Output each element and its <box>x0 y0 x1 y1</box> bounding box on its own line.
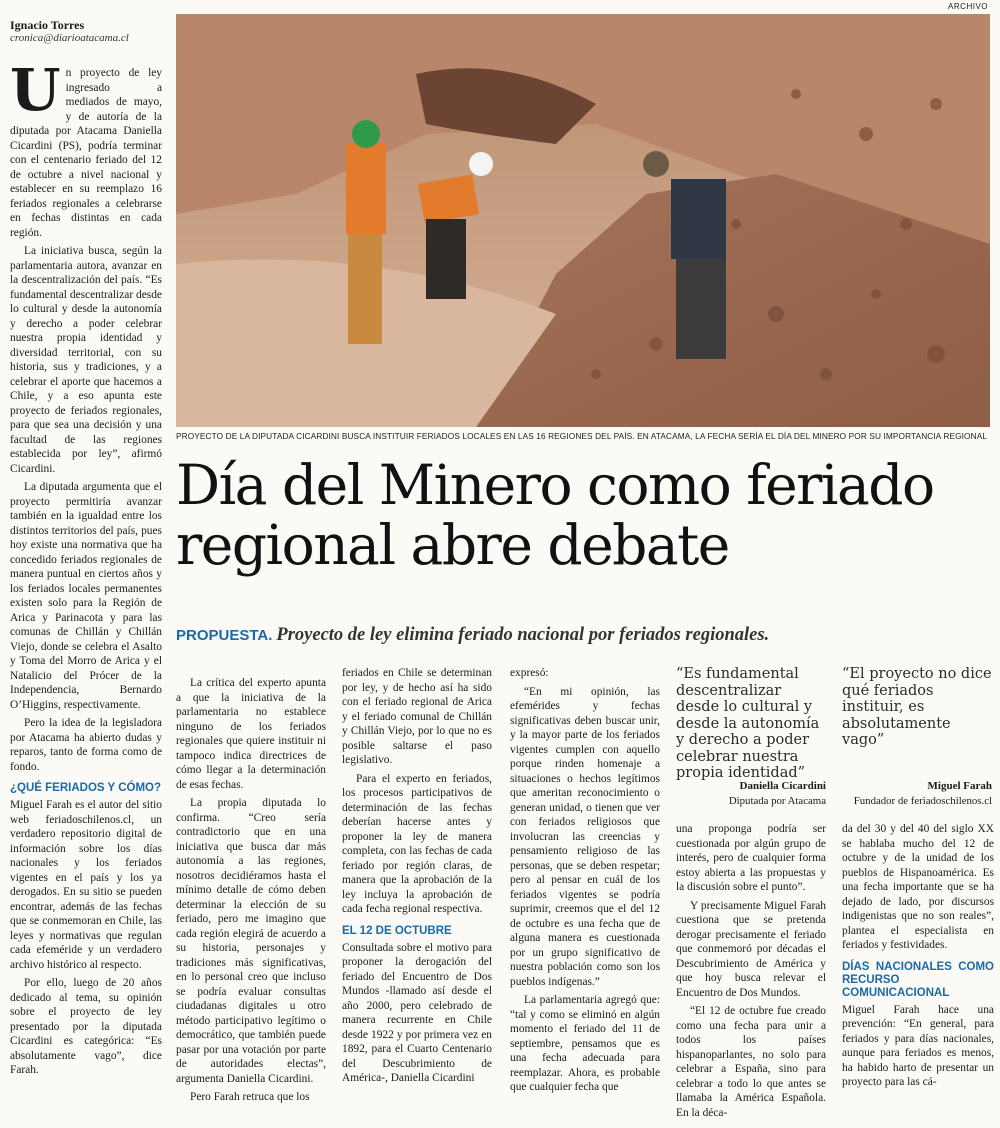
paragraph: “En mi opinión, las efemérides y fechas significativas deben buscar unir, y la mayor parte de los feriados vigentes cumplen con aquello porque rinden homenaje a situaciones o hechos legítimos que ameritan reconocimiento o generan unidad, o tienen que ver con feriados religiosos que involucran las creencias y pensamiento religioso de las personas, que se deben respetar; pero al pensar en cuál de los feriados vigentes se podría suprimir, creemos que el del 12 de octubre es una fecha que de alguna manera es cuestionada por un grupo significativo de nuestra población como son los pueblos indígenas.” <box>510 685 660 988</box>
paragraph: La crítica del experto apunta a que la iniciativa de la parlamentaria no establece ninguno de los feriados regionales que quiere instituir ni tampoco indica directrices de cómo llegar a la determinación de esas fechas. <box>176 677 326 791</box>
article-column-5 <box>676 822 826 1124</box>
byline-email[interactable]: cronica@diarioatacama.cl <box>10 32 129 44</box>
pull-quote-role: Diputada por Atacama <box>728 795 826 807</box>
paragraph: Para el experto en feriados, los procesos participativos de determinación de las fechas deberían hacerse antes y proponer la ley de manera completa, con las fechas de cada feriado por región claras, de manera que la aprobación de la ley incluya la aprobación de cada fecha regional respectiva. <box>342 772 492 915</box>
drop-cap: U <box>10 56 61 124</box>
photo-credit: ARCHIVO <box>948 2 988 11</box>
paragraph: Consultada sobre el motivo para proponer la derogación del feriado del Encuentro de Dos Mundos -llamado así desde el año 2000, pero celebrado de manera recurrente en Chile desde 1922 y por primera vez en 1892, para el Cuarto Centenario del Descubrimiento de América-, Daniella Cicardini <box>342 941 492 1084</box>
deck <box>176 625 996 646</box>
paragraph: Miguel Farah hace una prevención: “En general, para feriados y para días nacionales, aunque para feriados es menos, ha habido harto de presentar un proyecto para las cá- <box>842 1003 994 1088</box>
headline: Día del Minero como feriado regional abre debate <box>176 453 934 577</box>
paragraph: Miguel Farah es el autor del sitio web feriadoschilenos.cl, un verdadero repositorio digital de información sobre los días nacionales y los feriados vigentes en el país y los ya derogados. En su sitio se pueden encontrar, además de las fechas que se conmemoran en Chile, las leyes y normativas que regulan cada efeméride y un verdadero archivo histórico al respecto. <box>10 799 162 971</box>
paragraph: Y precisamente Miguel Farah cuestiona que se pretenda derogar precisamente el feriado que conmemoró por décadas el Descubrimiento de América y que hoy busca relevar el Encuentro de Dos Mundos. <box>676 899 826 999</box>
deck-text: Proyecto de ley elimina feriado nacional por feriados regionales. <box>276 625 770 645</box>
pull-quote-name: Miguel Farah <box>927 780 992 792</box>
paragraph: Por ello, luego de 20 años dedicado al tema, su opinión sobre el proyecto de ley presentado por la diputada Cicardini es categórica: “Es absolutamente vago”, dice Farah. <box>10 977 162 1076</box>
pull-quote-name: Daniella Cicardini <box>739 780 826 792</box>
paragraph: “El 12 de octubre fue creado como una fecha para unir a todos los países hispanoparlantes, no solo para celebrar a España, sino para celebrar a todo lo que antes se llamaba la América Española. En la déca- <box>676 1005 826 1119</box>
article-column-3 <box>342 666 492 1090</box>
paragraph: Pero Farah retruca que los <box>190 1091 310 1103</box>
pull-quote-cicardini: “Es fundamental descentralizar desde lo cultural y desde la autonomía y derecho a poder celebrar nuestra propia identidad” <box>676 666 820 781</box>
paragraph: da del 30 y del 40 del siglo XX se hablaba mucho del 12 de octubre y de la unidad de los pueblos de Hispanoamérica. Es una fecha importante que se ha dejado de lado, por discursos indigenistas que no son reales”, plantea el especialista en feriados y festividades. <box>842 823 994 951</box>
article-column-2 <box>176 676 326 1109</box>
paragraph: La propia diputada lo confirma. “Creo sería contradictorio que en una iniciativa que busca dar más autonomía a las regiones, nosotros decidiéramos hasta el mínimo detalle de cómo deben determinar la elección de su feriado, pero me imagino que cada región elegirá de acuerdo a su historia, personajes y tradiciones más significativas, en lo personal creo que incluso se podría evaluar consultas ciudadanas digitales u otro método participativo legítimo o democrático, que también puede pasar por una votación por parte de autoridades electas”, argumenta Daniella Cicardini. <box>176 797 326 1085</box>
subhead: ¿QUÉ FERIADOS Y CÓMO? <box>10 782 162 794</box>
lead-text: n proyecto de ley ingresado a mediados de mayo, y de autoría de la diputada por Atacama Daniella Cicardini (PS), podría terminar con el centenario feriado del 12 de octubre a nivel nacional y establecer en su reemplazo 16 feriados regionales a celebrarse en fechas distintas en cada región. <box>10 67 162 239</box>
mining-site-photo <box>176 14 990 427</box>
paragraph: una proponga podría ser cuestionada por algún grupo de interés, pero de cualquier forma estoy abierta a las propuestas y la discusión sobre el punto”. <box>676 823 826 893</box>
pull-quote-farah: “El proyecto no dice qué feriados instituir, es absolutamente vago” <box>842 666 992 748</box>
article-column-4 <box>510 666 660 1099</box>
subhead: DÍAS NACIONALES COMO RECURSO COMUNICACIONAL <box>842 960 994 999</box>
paragraph: La iniciativa busca, según la parlamentaria autora, avanzar en la descentralización del país. “Es fundamental descentralizar desde lo cultural y desde la autonomía y derecho a poder celebrar nuestra propia identidad y diversidad territorial, con su historia, sus y tradiciones, y a celebrar el aporte que hacemos a Chile, y a eso apunta este proyecto de feriados regionales, para que sea una decisión y una facultad de las regiones establecida por ley”, afirmó Cicardini. <box>10 245 162 475</box>
lead-paragraph <box>10 56 162 240</box>
paragraph: Pero la idea de la legisladora por Atacama ha abierto dudas y reparos, tanto de forma como de fondo. <box>10 717 162 773</box>
paragraph: expresó: <box>510 667 549 679</box>
deck-label: PROPUESTA. <box>176 627 273 644</box>
article-column-1 <box>10 56 162 1082</box>
photo-caption: PROYECTO DE LA DIPUTADA CICARDINI BUSCA INSTITUIR FERIADOS LOCALES EN LAS 16 REGIONES DEL PAÍS. EN ATACAMA, LA FECHA SERÍA EL DÍA DEL MINERO POR SU IMPORTANCIA REGIONAL <box>176 431 988 441</box>
article-column-6 <box>842 822 994 1094</box>
paragraph: feriados en Chile se determinan por ley, y de hecho así ha sido con el feriado regional de Arica y el feriado comunal de Chillán y Chillán Viejo, por lo que no es posible saltarse el paso legislativo. <box>342 667 492 766</box>
byline-author: Ignacio Torres <box>10 18 85 32</box>
paragraph: La parlamentaria agregó que: “tal y como se eliminó en algún momento el feriado del 11 de septiembre, pensamos que es una fecha adecuada para reemplazar. Ahora, es probable que cualquier fecha que <box>510 994 660 1093</box>
miner-figure-1 <box>346 120 386 344</box>
subhead: EL 12 DE OCTUBRE <box>342 924 452 937</box>
pull-quote-role: Fundador de feriadoschilenos.cl <box>853 795 992 807</box>
paragraph: La diputada argumenta que el proyecto permitiría avanzar también en la igualdad entre los distintos territorios del país, pues hoy existe una normativa que ha concedido feriados regionales de manera puntual en ciertos años y los feriados locales permanentes existen solo para la Región de Arica y Parinacota y para las comunas de Chillán y Chillán Viejo, donde se celebra el Asalto y Toma del Morro de Arica y el Natalicio del Prócer de la Independencia, Bernardo O’Higgins, respectivamente. <box>10 481 162 711</box>
